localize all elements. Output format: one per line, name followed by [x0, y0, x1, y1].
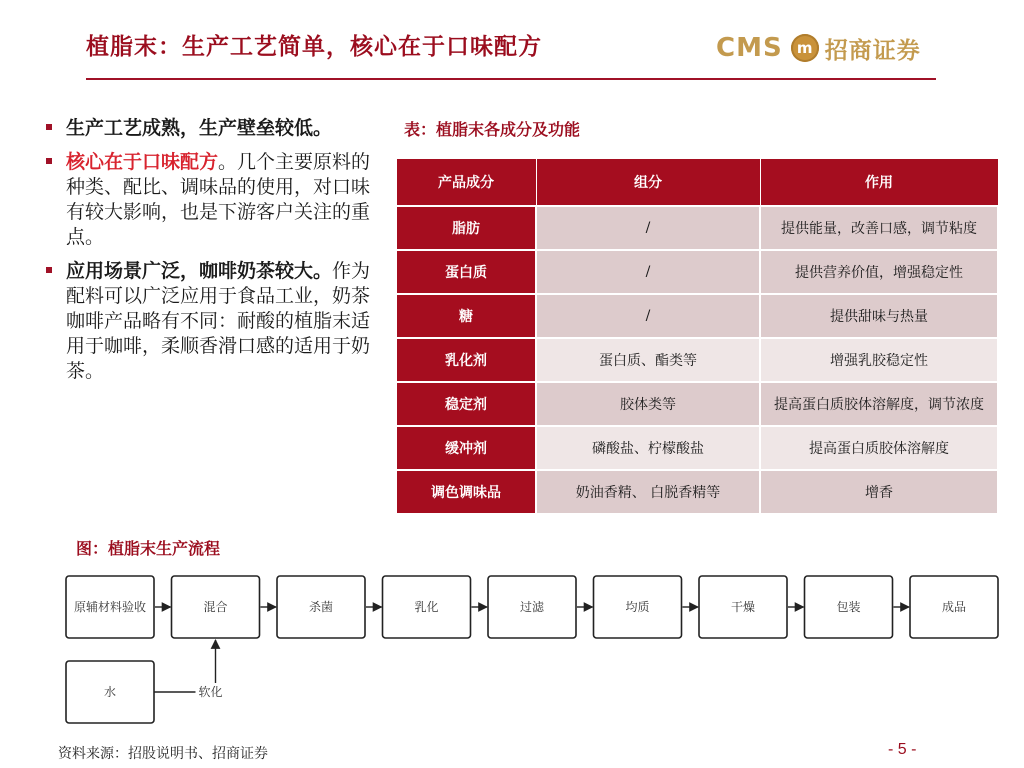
- process-flow-diagram: [0, 560, 1024, 740]
- logo-mark-icon: m: [791, 34, 819, 62]
- flow-step: [594, 576, 682, 638]
- flow-step-label: 干燥: [730, 600, 756, 614]
- flow-connector-label: 软化: [198, 685, 223, 699]
- flow-step-label: 均质: [625, 600, 650, 614]
- header-divider: [86, 78, 936, 80]
- bullet-list: [44, 116, 380, 393]
- bullet-body: 。几个主要原料的种类、配比、调味品的使用，对口味有较大影响，也是下游客户关注的重点。: [66, 151, 371, 248]
- flow-step-label: 乳化: [414, 600, 439, 614]
- bullet-body: 作为配料可以广泛应用于食品工业，奶茶咖啡产品略有不同：耐酸的植脂末适用于咖啡，柔顺香滑口感的适用于奶茶。: [66, 260, 371, 382]
- cell-composition: /: [536, 294, 760, 338]
- cell-function: 提高蛋白质胶体溶解度，调节浓度: [760, 382, 998, 426]
- table-row: [396, 426, 998, 470]
- table-row: [396, 338, 998, 382]
- cell-composition: 胶体类等: [536, 382, 760, 426]
- flow-caption: 图：植脂末生产流程: [76, 539, 221, 558]
- flow-step-label: 包装: [836, 600, 861, 614]
- flow-step: [910, 576, 998, 638]
- cms-logo: [716, 28, 921, 68]
- flow-step: [805, 576, 893, 638]
- cell-function: 增强乳胶稳定性: [760, 338, 998, 382]
- ingredient-table: [395, 158, 999, 515]
- flow-step-label: 原辅材料验收: [73, 600, 147, 614]
- flow-input: [66, 661, 154, 723]
- bullet-item: [44, 150, 380, 250]
- cell-ingredient: 缓冲剂: [396, 426, 536, 470]
- bullet-lead: 生产工艺成熟，生产壁垒较低。: [66, 117, 333, 139]
- cell-ingredient: 稳定剂: [396, 382, 536, 426]
- flow-step: [277, 576, 365, 638]
- cell-function: 提高蛋白质胶体溶解度: [760, 426, 998, 470]
- logo-cn-text: 招商证券: [824, 36, 921, 64]
- flow-step-label: 成品: [941, 600, 967, 614]
- bullet-square-icon: [46, 124, 52, 130]
- cell-function: 提供营养价值，增强稳定性: [760, 250, 998, 294]
- flow-input-label: 水: [103, 685, 117, 699]
- cell-composition: /: [536, 250, 760, 294]
- table-row: [396, 250, 998, 294]
- table-row: [396, 382, 998, 426]
- flow-step: [383, 576, 471, 638]
- cell-composition: /: [536, 206, 760, 250]
- table-row: [396, 470, 998, 514]
- flow-step-label: 过滤: [519, 600, 545, 614]
- flow-step-label: 杀菌: [308, 600, 334, 614]
- source-note: 资料来源：招股说明书、招商证券: [58, 746, 268, 762]
- table-row: [396, 206, 998, 250]
- bullet-lead: 核心在于口味配方: [66, 151, 219, 173]
- cell-composition: 蛋白质、酯类等: [536, 338, 760, 382]
- cell-function: 提供甜味与热量: [760, 294, 998, 338]
- table-header-row: [396, 159, 998, 207]
- page-title: 植脂末：生产工艺简单，核心在于口味配方: [86, 33, 542, 60]
- bullet-lead: 应用场景广泛，咖啡奶茶较大。: [66, 260, 333, 282]
- flow-step: [172, 576, 260, 638]
- cell-composition: 奶油香精、 白脱香精等: [536, 470, 760, 514]
- cell-ingredient: 蛋白质: [396, 250, 536, 294]
- cell-ingredient: 乳化剂: [396, 338, 536, 382]
- bullet-square-icon: [46, 267, 52, 273]
- flow-step: [488, 576, 576, 638]
- page-number: - 5 -: [888, 741, 917, 758]
- bullet-square-icon: [46, 158, 52, 164]
- cell-function: 增香: [760, 470, 998, 514]
- logo-cms-text: CMS: [716, 33, 783, 63]
- bullet-item: [44, 116, 380, 141]
- flow-step-label: 混合: [203, 600, 228, 614]
- table-caption: 表：植脂末各成分及功能: [404, 120, 581, 139]
- table-row: [396, 294, 998, 338]
- bullet-item: [44, 259, 380, 384]
- header-cell-ingredient: 产品成分: [396, 159, 536, 207]
- cell-ingredient: 糖: [396, 294, 536, 338]
- cell-ingredient: 调色调味品: [396, 470, 536, 514]
- cell-function: 提供能量，改善口感，调节粘度: [760, 206, 998, 250]
- flow-step: [699, 576, 787, 638]
- cell-composition: 磷酸盐、柠檬酸盐: [536, 426, 760, 470]
- header-cell-composition: 组分: [536, 159, 760, 207]
- cell-ingredient: 脂肪: [396, 206, 536, 250]
- flow-step: [66, 576, 154, 638]
- header-cell-function: 作用: [760, 159, 998, 207]
